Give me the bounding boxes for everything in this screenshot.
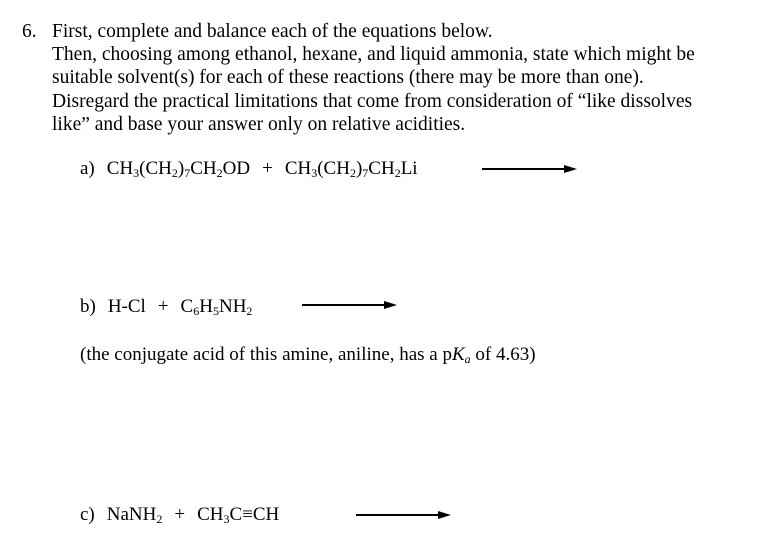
- note-k: K: [451, 344, 465, 365]
- reaction-c-reactant-1: NaNH$_2$: [106, 504, 163, 526]
- note-a-subscript: a: [464, 352, 471, 366]
- reaction-c-reactant-2: $CH_3C\equiv CH$: [197, 504, 280, 526]
- question-line-5: like” and base your answer only on relative acidities.: [52, 113, 466, 135]
- question-line-3: suitable solvent(s) for each of these reactions (there may be more than one).: [52, 67, 644, 89]
- reaction-a-label: a): [80, 158, 95, 179]
- reaction-c-plus: +: [174, 504, 186, 525]
- note-prefix: (the conjugate acid of this amine, aniline, has a p: [80, 344, 452, 365]
- note-suffix: of 4.63): [470, 344, 536, 365]
- reaction-a-reactant-2: $CH_3(CH_2)_7CH_2Li$: [284, 158, 418, 180]
- reaction-b-reactant-1: H-Cl: [107, 296, 146, 317]
- reaction-a-plus: +: [262, 158, 273, 179]
- reaction-b-note: [80, 343, 536, 367]
- reaction-b-arrow-icon: [300, 298, 400, 312]
- reaction-a-reactant-1: $CH_3(CH_2)_7CH_2OD$: [106, 158, 251, 180]
- reaction-c: [80, 503, 279, 527]
- question-line-4: Disregard the practical limitations that come from consideration of “like dissolves: [52, 90, 693, 112]
- reaction-a-arrow-icon: [480, 162, 580, 176]
- reaction-b-plus: +: [157, 296, 169, 317]
- reaction-b-reactant-2: $C_6H_5NH_2$: [180, 296, 253, 318]
- reaction-a: [80, 157, 418, 181]
- reaction-c-label: c): [80, 504, 95, 525]
- reaction-b: [80, 295, 252, 319]
- question-number: 6.: [22, 21, 37, 42]
- reaction-c-arrow-icon: [354, 508, 454, 522]
- reaction-b-label: b): [80, 296, 96, 317]
- question-line-1: First, complete and balance each of the equations below.: [52, 21, 493, 42]
- question-line-2: Then, choosing among ethanol, hexane, and liquid ammonia, state which might be: [52, 44, 695, 66]
- question-text: [52, 20, 752, 136]
